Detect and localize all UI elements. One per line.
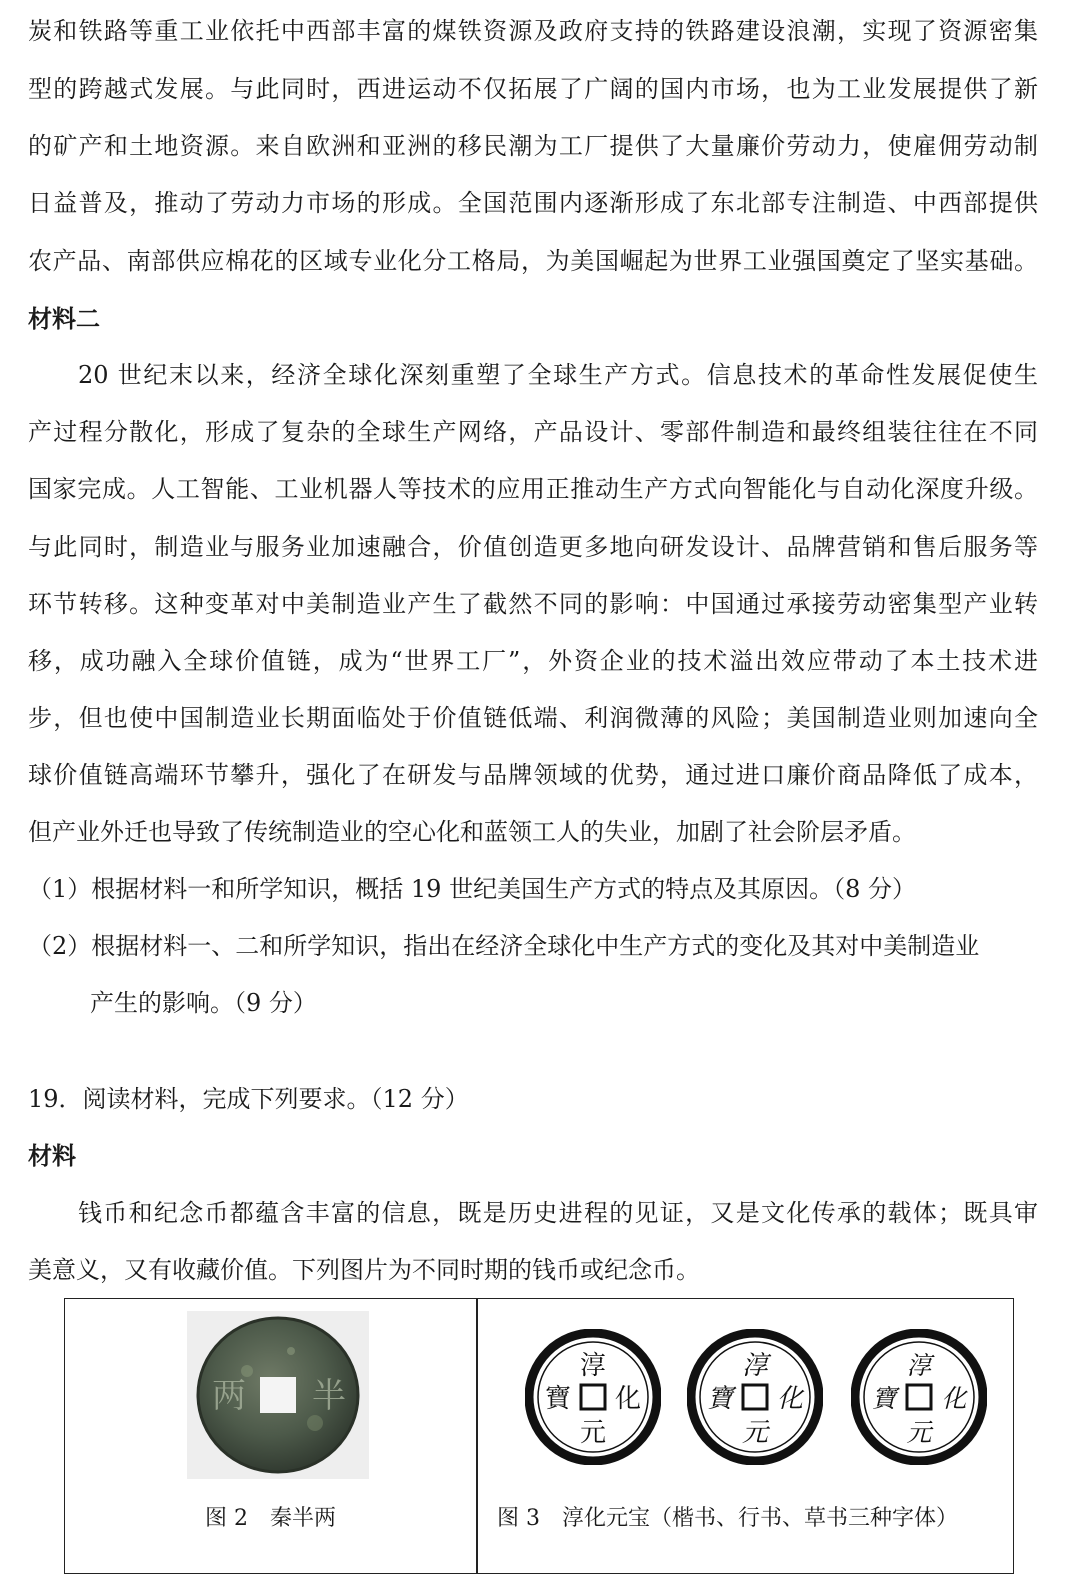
coin-char: 元 <box>906 1418 932 1447</box>
table-divider <box>476 1299 478 1573</box>
coin-char: 元 <box>579 1418 607 1448</box>
material-one-line: 农产品、南部供应棉花的区域专业化分工格局，为美国崛起为世界工业强国奠定了坚实基础。 <box>28 247 1038 275</box>
question-19-material-line: 钱币和纪念币都蕴含丰富的信息，既是历史进程的见证，又是文化传承的载体；既具审 <box>78 1199 1038 1227</box>
coin-char: 寶 <box>706 1384 734 1414</box>
coin-char: 化 <box>776 1384 804 1414</box>
material-two-line: 球价值链高端环节攀升，强化了在研发与品牌领域的优势，通过进口廉价商品降低了成本， <box>28 761 1038 789</box>
chunhua-coin-caoshu <box>851 1329 987 1465</box>
material-two-line: 产过程分散化，形成了复杂的全球生产网络，产品设计、零部件制造和最终组装往往在不同 <box>28 418 1038 446</box>
material-one-line: 炭和铁路等重工业依托中西部丰富的煤铁资源及政府支持的铁路建设浪潮，实现了资源密集 <box>28 17 1038 45</box>
figure-2-caption: 图 2 秦半两 <box>205 1506 336 1531</box>
coin-char: 元 <box>741 1418 769 1448</box>
material-two-line: 但产业外迁也导致了传统制造业的空心化和蓝领工人的失业，加剧了社会阶层矛盾。 <box>28 818 916 846</box>
question-1: （1）根据材料一和所学知识，概括 19 世纪美国生产方式的特点及其原因。（8 分） <box>28 875 916 903</box>
material-one-line: 的矿产和土地资源。来自欧洲和亚洲的移民潮为工厂提供了大量廉价劳动力，使雇佣劳动制 <box>28 132 1038 160</box>
coin-char: 寶 <box>544 1384 572 1414</box>
coin-char: 淳 <box>906 1351 932 1380</box>
qin-ban-liang-coin-image <box>187 1311 369 1479</box>
chunhua-coin-xingshu <box>687 1329 823 1465</box>
coin-char: 化 <box>941 1384 967 1413</box>
coin-char: 化 <box>614 1384 642 1414</box>
coin-char: 淳 <box>579 1351 607 1381</box>
material-two-line: 20 世纪末以来，经济全球化深刻重塑了全球生产方式。信息技术的革命性发展促使生 <box>78 361 1038 389</box>
material-one-line: 型的跨越式发展。与此同时，西进运动不仅拓展了广阔的国内市场，也为工业发展提供了新 <box>28 75 1038 103</box>
coin-char: 淳 <box>741 1351 769 1381</box>
material-one-line: 日益普及，推动了劳动力市场的形成。全国范围内逐渐形成了东北部专注制造、中西部提供 <box>28 189 1038 217</box>
coin-char-liang: 两 <box>212 1376 246 1416</box>
question-2-line-1: （2）根据材料一、二和所学知识，指出在经济全球化中生产方式的变化及其对中美制造业 <box>28 932 980 960</box>
question-2-line-2: 产生的影响。（9 分） <box>90 989 317 1017</box>
coin-char: 寶 <box>871 1384 897 1413</box>
material-two-heading: 材料二 <box>28 305 100 333</box>
material-two-line: 国家完成。人工智能、工业机器人等技术的应用正推动生产方式向智能化与自动化深度升级。 <box>28 475 1038 503</box>
chunhua-coin-kaishu <box>525 1329 661 1465</box>
question-19-title: 19．阅读材料，完成下列要求。（12 分） <box>28 1085 469 1113</box>
question-19-material-line: 美意义，又有收藏价值。下列图片为不同时期的钱币或纪念币。 <box>28 1256 700 1284</box>
material-two-line: 与此同时，制造业与服务业加速融合，价值创造更多地向研发设计、品牌营销和售后服务等 <box>28 533 1038 561</box>
material-heading: 材料 <box>28 1142 76 1170</box>
material-two-line: 环节转移。这种变革对中美制造业产生了截然不同的影响：中国通过承接劳动密集型产业转 <box>28 590 1038 618</box>
figure-table <box>64 1298 1014 1574</box>
coin-char-ban: 半 <box>312 1376 346 1416</box>
material-two-line: 步，但也使中国制造业长期面临处于价值链低端、利润微薄的风险；美国制造业则加速向全 <box>28 704 1038 732</box>
material-two-line: 移，成功融入全球价值链，成为“世界工厂”，外资企业的技术溢出效应带动了本土技术进 <box>28 647 1038 675</box>
figure-3-caption: 图 3 淳化元宝（楷书、行书、草书三种字体） <box>497 1506 958 1531</box>
